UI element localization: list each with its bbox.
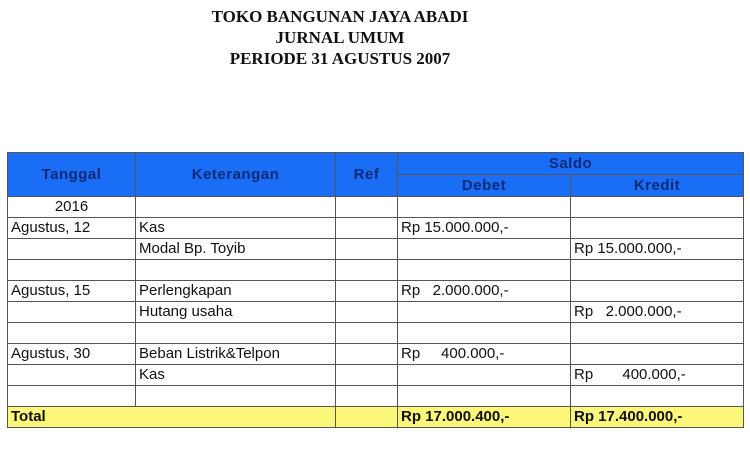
cell-keterangan: Beban Listrik&Telpon [136,344,336,365]
cell-ref [336,323,398,344]
cell-debet [398,239,571,260]
cell-kredit: Rp 15.000.000,- [571,239,744,260]
table-row [8,197,744,218]
cell-ref [336,302,398,323]
cell-debet: Rp 15.000.000,- [398,218,571,239]
cell-tanggal [8,239,136,260]
table-row [8,281,744,302]
cell-ref [336,239,398,260]
cell-tanggal [8,365,136,386]
cell-tanggal [8,260,136,281]
table-row [8,365,744,386]
document-header [0,6,680,69]
journal-table [7,152,744,428]
column-header-saldo: Saldo [398,153,744,175]
cell-keterangan [136,386,336,407]
cell-ref [336,281,398,302]
cell-ref [336,365,398,386]
table-row [8,344,744,365]
cell-kredit [571,260,744,281]
cell-keterangan: Kas [136,365,336,386]
cell-kredit [571,218,744,239]
total-row [8,407,744,428]
cell-ref [336,197,398,218]
cell-keterangan [136,323,336,344]
cell-kredit [571,197,744,218]
cell-kredit [571,281,744,302]
cell-keterangan: Perlengkapan [136,281,336,302]
cell-debet [398,260,571,281]
column-header-kredit: Kredit [571,175,744,197]
cell-kredit: Rp 2.000.000,- [571,302,744,323]
cell-debet: Rp 400.000,- [398,344,571,365]
total-kredit: Rp 17.400.000,- [571,407,744,428]
cell-ref [336,344,398,365]
cell-keterangan: Kas [136,218,336,239]
total-debet: Rp 17.000.400,- [398,407,571,428]
cell-debet [398,386,571,407]
cell-tanggal: Agustus, 12 [8,218,136,239]
cell-keterangan [136,260,336,281]
cell-kredit [571,323,744,344]
table-row [8,218,744,239]
cell-debet [398,365,571,386]
cell-tanggal [8,323,136,344]
column-header-ref: Ref [336,153,398,197]
table-row [8,302,744,323]
column-header-tanggal: Tanggal [8,153,136,197]
cell-tanggal: 2016 [8,197,136,218]
cell-kredit [571,344,744,365]
cell-tanggal [8,302,136,323]
cell-tanggal: Agustus, 15 [8,281,136,302]
table-row [8,323,744,344]
column-header-keterangan: Keterangan [136,153,336,197]
cell-keterangan: Modal Bp. Toyib [136,239,336,260]
cell-keterangan: Hutang usaha [136,302,336,323]
company-name: TOKO BANGUNAN JAYA ABADI [211,7,469,26]
total-ref [336,407,398,428]
document-title: JURNAL UMUM [275,28,405,47]
cell-debet [398,197,571,218]
cell-tanggal [8,386,136,407]
total-label: Total [8,407,336,428]
cell-tanggal: Agustus, 30 [8,344,136,365]
cell-ref [336,260,398,281]
table-row [8,239,744,260]
cell-debet [398,302,571,323]
cell-ref [336,386,398,407]
cell-kredit: Rp 400.000,- [571,365,744,386]
cell-debet: Rp 2.000.000,- [398,281,571,302]
table-row [8,386,744,407]
column-header-debet: Debet [398,175,571,197]
cell-keterangan [136,197,336,218]
cell-kredit [571,386,744,407]
table-row [8,260,744,281]
cell-ref [336,218,398,239]
cell-debet [398,323,571,344]
period-label: PERIODE 31 AGUSTUS 2007 [229,49,451,68]
